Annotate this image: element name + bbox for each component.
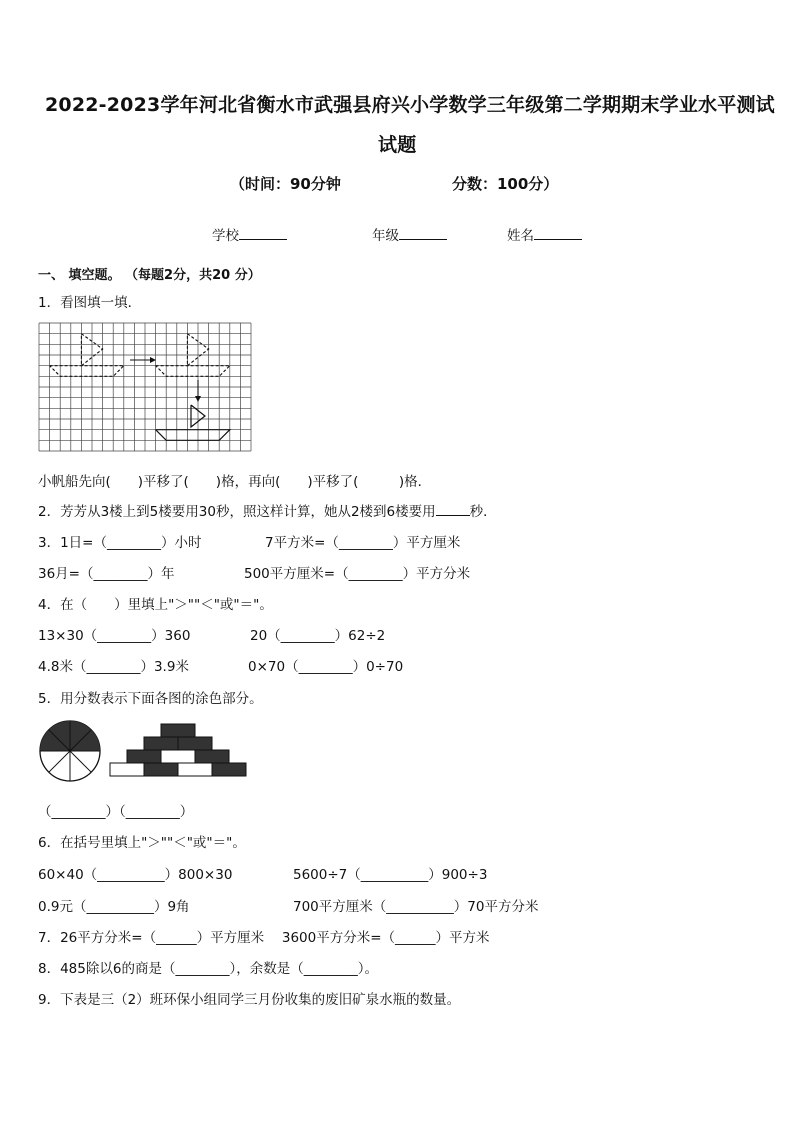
name-field — [507, 224, 582, 244]
grade-label: 年级 — [372, 228, 399, 244]
q3-d: 500平方厘米=（________）平方分米 — [244, 566, 471, 582]
page-title-line2: 试题 — [378, 134, 417, 156]
q2-line — [38, 500, 497, 520]
page-title-line1: 2022-2023学年河北省衡水市武强县府兴小学数学三年级第二学期期末学业水平测试 — [45, 94, 775, 116]
q6-a: 60×40（__________）800×30 — [38, 867, 233, 883]
exam-score: 分数：100分） — [452, 175, 559, 193]
q3-b: 7平方米=（________）平方厘米 — [265, 535, 461, 551]
school-field — [212, 224, 287, 244]
grade-field — [372, 224, 447, 244]
q5-prompt: 5．用分数表示下面各图的涂色部分。 — [38, 691, 263, 707]
q2-text: 2．芳芳从3楼上到5楼要用30秒，照这样计算，她从2楼到6楼要用 — [38, 504, 436, 520]
q1-text: 小帆船先向( )平移了( )格，再向( )平移了( )格． — [38, 474, 432, 490]
sailboat-grid-figure — [38, 322, 252, 452]
q4-d: 0×70（________）0÷70 — [248, 659, 404, 675]
section-heading: 一、 填空题。 （每题2分，共20 分） — [38, 268, 261, 283]
q6-c: 0.9元（__________）9角 — [38, 899, 190, 915]
q7: 7．26平方分米=（______）平方厘米 3600平方分米=（______）平方米 — [38, 930, 490, 946]
q6-b: 5600÷7（__________）900÷3 — [293, 867, 488, 883]
q6-d: 700平方厘米（__________）70平方分米 — [293, 899, 539, 915]
q3-c: 36月=（________）年 — [38, 566, 175, 582]
q4-prompt: 4．在（ ）里填上"＞""＜"或"＝"。 — [38, 597, 273, 613]
q4-b: 20（________）62÷2 — [250, 628, 386, 644]
school-label: 学校 — [212, 228, 239, 244]
q3-a: 3．1日=（________）小时 — [38, 535, 202, 551]
name-label: 姓名 — [507, 228, 534, 244]
q2-end: 秒． — [469, 504, 497, 520]
q9: 9．下表是三（2）班环保小组同学三月份收集的废旧矿泉水瓶的数量。 — [38, 992, 461, 1008]
shaded-bricks-figure — [109, 723, 247, 779]
exam-time: （时间：90分钟 — [230, 175, 341, 193]
q4-c: 4.8米（________）3.9米 — [38, 659, 189, 675]
q6-prompt: 6．在括号里填上"＞""＜"或"＝"。 — [38, 835, 246, 851]
q1-prompt: 1．看图填一填． — [38, 295, 142, 311]
q5-answers: （________）（________） — [38, 804, 194, 820]
shaded-circle-figure — [38, 718, 102, 784]
q4-a: 13×30（________）360 — [38, 628, 191, 644]
q8: 8．485除以6的商是（________），余数是（________）。 — [38, 961, 378, 977]
